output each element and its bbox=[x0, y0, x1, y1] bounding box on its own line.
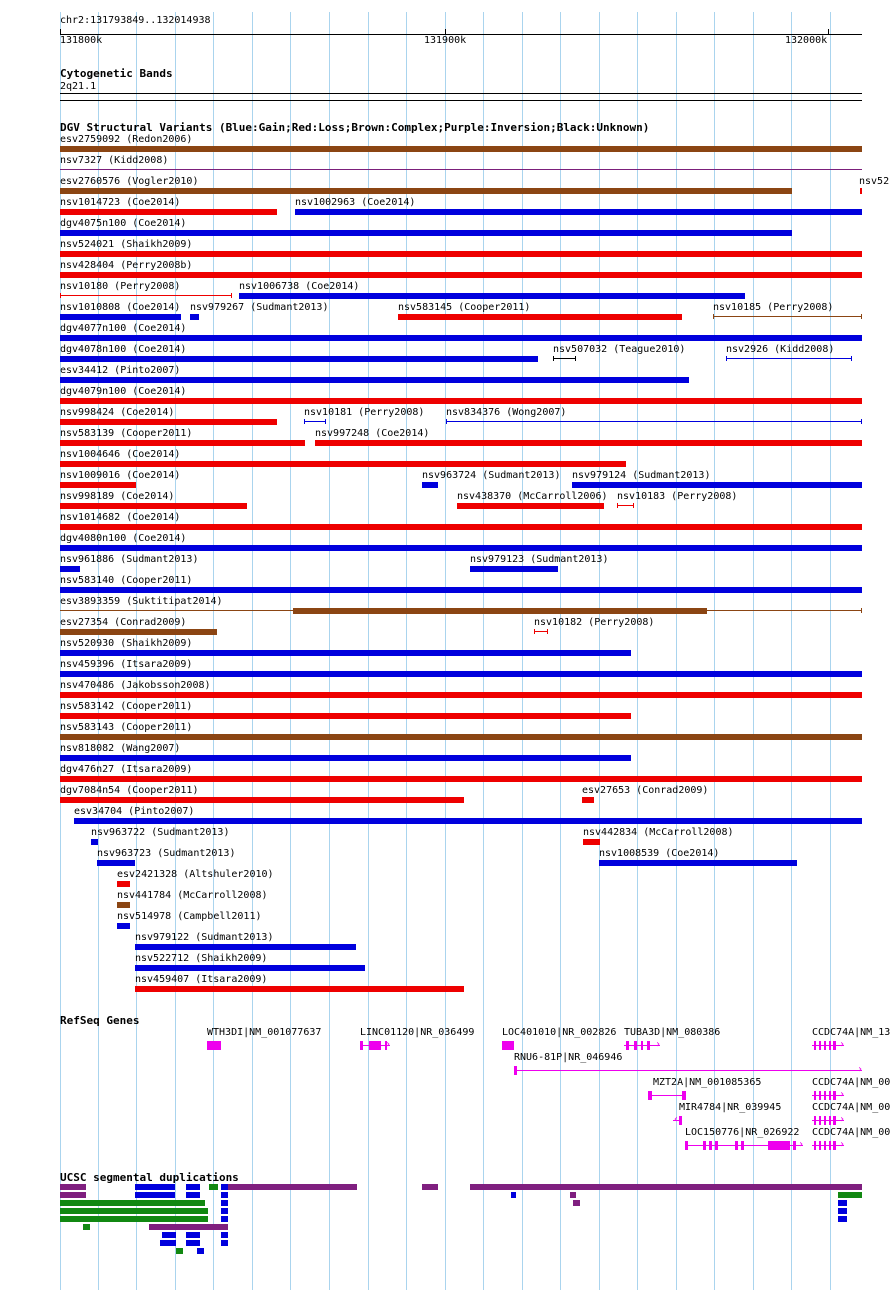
dgv-feature-label[interactable]: nsv470486 (Jakobsson2008) bbox=[60, 680, 211, 691]
refseq-exon[interactable] bbox=[793, 1141, 796, 1150]
dgv-feature-label[interactable]: nsv583139 (Cooper2011) bbox=[60, 428, 193, 439]
strand-arrow-icon: › bbox=[385, 1039, 392, 1050]
dgv-feature-label[interactable]: esv2760576 (Vogler2010) bbox=[60, 176, 199, 187]
segdup-block[interactable] bbox=[83, 1224, 90, 1230]
segdup-block[interactable] bbox=[176, 1248, 183, 1254]
dgv-feature-label[interactable]: nsv1008539 (Coe2014) bbox=[599, 848, 720, 859]
refseq-exon[interactable] bbox=[709, 1141, 712, 1150]
dgv-feature-label[interactable]: nsv520930 (Shaikh2009) bbox=[60, 638, 193, 649]
dgv-feature-bar[interactable] bbox=[60, 356, 538, 362]
dgv-feature-label[interactable]: nsv997248 (Coe2014) bbox=[315, 428, 430, 439]
dgv-feature-bar[interactable] bbox=[315, 440, 862, 446]
dgv-feature-label[interactable]: dgv4077n100 (Coe2014) bbox=[60, 323, 187, 334]
strand-arrow-icon: › bbox=[857, 1064, 864, 1075]
segdup-block[interactable] bbox=[186, 1232, 200, 1238]
dgv-feature-label[interactable]: dgv7084n54 (Cooper2011) bbox=[60, 785, 199, 796]
refseq-gene-label[interactable]: MZT2A|NM_001085365 bbox=[653, 1077, 762, 1088]
dgv-feature-label[interactable]: dgv4080n100 (Coe2014) bbox=[60, 533, 187, 544]
dgv-feature-bar[interactable] bbox=[135, 944, 356, 950]
refseq-gene-label[interactable]: CCDC74A|NM_13 bbox=[812, 1027, 890, 1038]
refseq-gene-label[interactable]: LOC150776|NR_026922 bbox=[685, 1127, 800, 1138]
dgv-feature-label[interactable]: nsv438370 (McCarroll2006) bbox=[457, 491, 608, 502]
segdup-block[interactable] bbox=[228, 1184, 357, 1190]
dgv-feature-bar[interactable] bbox=[60, 671, 862, 677]
dgv-feature-bar[interactable] bbox=[398, 314, 682, 320]
refseq-exon[interactable] bbox=[648, 1091, 652, 1100]
dgv-feature-bar[interactable] bbox=[60, 398, 862, 404]
dgv-feature-label[interactable]: nsv1014682 (Coe2014) bbox=[60, 512, 181, 523]
cytoband-label: 2q21.1 bbox=[60, 81, 97, 92]
dgv-feature-bar[interactable] bbox=[60, 335, 862, 341]
segdup-block[interactable] bbox=[135, 1184, 175, 1190]
segdup-block[interactable] bbox=[221, 1208, 228, 1214]
dgv-feature-bar[interactable] bbox=[97, 860, 135, 866]
segdup-block[interactable] bbox=[186, 1192, 200, 1198]
dgv-feature-label[interactable]: nsv441784 (McCarroll2008) bbox=[117, 890, 268, 901]
dgv-feature-bar[interactable] bbox=[74, 818, 862, 824]
dgv-feature-bar[interactable] bbox=[60, 209, 277, 215]
segdup-block[interactable] bbox=[186, 1240, 200, 1246]
dgv-feature-label[interactable]: nsv583143 (Cooper2011) bbox=[60, 722, 193, 733]
dgv-feature-label[interactable]: nsv442834 (McCarroll2008) bbox=[583, 827, 734, 838]
dgv-feature-cap bbox=[726, 356, 727, 361]
strand-arrow-icon: › bbox=[839, 1039, 846, 1050]
refseq-exon[interactable] bbox=[715, 1141, 718, 1150]
dgv-feature-bar[interactable] bbox=[457, 503, 604, 509]
dgv-feature-bar[interactable] bbox=[60, 566, 80, 572]
segdup-block[interactable] bbox=[838, 1192, 862, 1198]
dgv-feature-bar[interactable] bbox=[135, 986, 464, 992]
dgv-feature-cap bbox=[534, 629, 535, 634]
dgv-feature-bar[interactable] bbox=[91, 839, 98, 845]
dgv-feature-bar[interactable] bbox=[860, 188, 862, 194]
segdup-block[interactable] bbox=[186, 1184, 200, 1190]
dgv-feature-bar[interactable] bbox=[599, 860, 797, 866]
dgv-feature-label[interactable]: esv34704 (Pinto2007) bbox=[74, 806, 195, 817]
dgv-feature-bar[interactable] bbox=[60, 230, 792, 236]
dgv-feature-bar[interactable] bbox=[60, 419, 277, 425]
refseq-exon[interactable] bbox=[814, 1041, 816, 1050]
refseq-exon[interactable] bbox=[833, 1091, 836, 1100]
refseq-exon[interactable] bbox=[824, 1091, 826, 1100]
refseq-intron-line bbox=[514, 1070, 862, 1071]
dgv-feature-label[interactable]: nsv1006738 (Coe2014) bbox=[239, 281, 360, 292]
dgv-feature-line bbox=[617, 505, 634, 506]
dgv-feature-label[interactable]: nsv963723 (Sudmant2013) bbox=[97, 848, 236, 859]
dgv-feature-label[interactable]: nsv459396 (Itsara2009) bbox=[60, 659, 193, 670]
dgv-feature-label[interactable]: nsv998424 (Coe2014) bbox=[60, 407, 175, 418]
dgv-feature-cap bbox=[553, 356, 554, 361]
dgv-feature-label[interactable]: nsv1002963 (Coe2014) bbox=[295, 197, 416, 208]
dgv-feature-label[interactable]: nsv1014723 (Coe2014) bbox=[60, 197, 181, 208]
dgv-feature-label[interactable]: nsv2926 (Kidd2008) bbox=[726, 344, 835, 355]
dgv-feature-line bbox=[304, 421, 326, 422]
dgv-feature-label[interactable]: nsv998189 (Coe2014) bbox=[60, 491, 175, 502]
dgv-feature-cap bbox=[446, 419, 447, 424]
dgv-feature-bar[interactable] bbox=[60, 692, 862, 698]
refseq-exon[interactable] bbox=[626, 1041, 629, 1050]
refseq-exon[interactable] bbox=[514, 1066, 517, 1075]
refseq-gene-label[interactable]: MIR4784|NR_039945 bbox=[679, 1102, 782, 1113]
refseq-exon[interactable] bbox=[819, 1141, 821, 1150]
segdup-block[interactable] bbox=[162, 1232, 176, 1238]
dgv-feature-bar[interactable] bbox=[60, 587, 862, 593]
dgv-feature-bar[interactable] bbox=[60, 797, 464, 803]
dgv-feature-cap bbox=[713, 314, 714, 319]
dgv-feature-bar[interactable] bbox=[422, 482, 438, 488]
refseq-exon[interactable] bbox=[829, 1141, 831, 1150]
dgv-feature-bar[interactable] bbox=[60, 251, 862, 257]
dgv-feature-label[interactable]: nsv524021 (Shaikh2009) bbox=[60, 239, 193, 250]
segdup-block[interactable] bbox=[149, 1224, 228, 1230]
segdup-block[interactable] bbox=[838, 1208, 847, 1214]
dgv-feature-label[interactable]: nsv514978 (Campbell2011) bbox=[117, 911, 262, 922]
dgv-feature-label[interactable]: nsv979122 (Sudmant2013) bbox=[135, 932, 274, 943]
strand-arrow-icon: › bbox=[798, 1139, 805, 1150]
segdup-block[interactable] bbox=[570, 1192, 576, 1198]
strand-arrow-icon: › bbox=[655, 1039, 662, 1050]
dgv-feature-label[interactable]: esv2759092 (Redon2006) bbox=[60, 134, 193, 145]
dgv-feature-cap bbox=[575, 356, 576, 361]
refseq-intron-line bbox=[648, 1095, 686, 1096]
dgv-feature-bar[interactable] bbox=[582, 797, 594, 803]
dgv-feature-label[interactable]: nsv963722 (Sudmant2013) bbox=[91, 827, 230, 838]
refseq-exon[interactable] bbox=[814, 1141, 816, 1150]
refseq-gene-label[interactable]: RNU6-81P|NR_046946 bbox=[514, 1052, 623, 1063]
refseq-exon[interactable] bbox=[819, 1041, 821, 1050]
refseq-exon[interactable] bbox=[829, 1116, 831, 1125]
dgv-feature-bar[interactable] bbox=[60, 545, 862, 551]
refseq-gene-label[interactable]: WTH3DI|NM_001077637 bbox=[207, 1027, 322, 1038]
dgv-feature-bar[interactable] bbox=[60, 377, 689, 383]
refseq-exon[interactable] bbox=[824, 1041, 826, 1050]
strand-arrow-icon: › bbox=[839, 1114, 846, 1125]
dgv-feature-label[interactable]: nsv583145 (Cooper2011) bbox=[398, 302, 531, 313]
dgv-feature-bar[interactable] bbox=[60, 146, 862, 152]
dgv-feature-label[interactable]: nsv10182 (Perry2008) bbox=[534, 617, 655, 628]
refseq-exon[interactable] bbox=[360, 1041, 363, 1050]
dgv-feature-bar[interactable] bbox=[60, 776, 862, 782]
dgv-feature-label[interactable]: nsv963724 (Sudmant2013) bbox=[422, 470, 561, 481]
dgv-feature-label[interactable]: esv3893359 (Suktitipat2014) bbox=[60, 596, 223, 607]
segdup-block[interactable] bbox=[60, 1184, 86, 1190]
dgv-feature-bar[interactable] bbox=[239, 293, 745, 299]
dgv-feature-cap bbox=[231, 293, 232, 298]
refseq-exon[interactable] bbox=[829, 1041, 831, 1050]
dgv-feature-bar[interactable] bbox=[60, 629, 217, 635]
refseq-exon[interactable] bbox=[819, 1116, 821, 1125]
dgv-feature-cap bbox=[633, 503, 634, 508]
dgv-feature-bar[interactable] bbox=[470, 566, 558, 572]
refseq-exon[interactable] bbox=[833, 1116, 836, 1125]
dgv-feature-cap bbox=[617, 503, 618, 508]
dgv-feature-label[interactable]: nsv10180 (Perry2008) bbox=[60, 281, 181, 292]
dgv-feature-label[interactable]: nsv818082 (Wang2007) bbox=[60, 743, 181, 754]
dgv-feature-bar bbox=[293, 608, 707, 614]
dgv-feature-bar[interactable] bbox=[117, 881, 130, 887]
refseq-exon[interactable] bbox=[819, 1091, 821, 1100]
dgv-feature-cap bbox=[861, 314, 862, 319]
refseq-exon[interactable] bbox=[703, 1141, 706, 1150]
dgv-feature-bar[interactable] bbox=[60, 650, 631, 656]
refseq-gene-label[interactable]: LOC401010|NR_002826 bbox=[502, 1027, 617, 1038]
refseq-gene-label[interactable]: CCDC74A|NM_00 bbox=[812, 1077, 890, 1088]
dgv-feature-bar[interactable] bbox=[572, 482, 862, 488]
refseq-exon[interactable] bbox=[502, 1041, 514, 1050]
dgv-feature-line bbox=[60, 295, 232, 296]
dgv-feature-line bbox=[553, 358, 576, 359]
segdup-block[interactable] bbox=[197, 1248, 204, 1254]
segdup-block[interactable] bbox=[221, 1232, 228, 1238]
dgv-feature-label[interactable]: nsv459407 (Itsara2009) bbox=[135, 974, 268, 985]
dgv-feature-label[interactable]: nsv1010808 (Coe2014) bbox=[60, 302, 181, 313]
dgv-feature-label[interactable]: nsv583140 (Cooper2011) bbox=[60, 575, 193, 586]
dgv-feature-bar[interactable] bbox=[117, 902, 130, 908]
dgv-feature-label[interactable]: nsv979124 (Sudmant2013) bbox=[572, 470, 711, 481]
position-label: chr2:131793849..132014938 bbox=[60, 15, 211, 26]
dgv-feature-label[interactable]: nsv10181 (Perry2008) bbox=[304, 407, 425, 418]
dgv-feature-bar[interactable] bbox=[60, 314, 181, 320]
dgv-feature-cap bbox=[304, 419, 305, 424]
segdup-block[interactable] bbox=[422, 1184, 438, 1190]
dgv-feature-label[interactable]: nsv7327 (Kidd2008) bbox=[60, 155, 169, 166]
strand-arrow-icon: ‹ bbox=[673, 1114, 680, 1125]
refseq-exon[interactable] bbox=[641, 1041, 643, 1050]
dgv-feature-label[interactable]: nsv961886 (Sudmant2013) bbox=[60, 554, 199, 565]
refseq-gene-label[interactable]: CCDC74A|NM_00 bbox=[812, 1127, 890, 1138]
dgv-feature-label[interactable]: nsv1009016 (Coe2014) bbox=[60, 470, 181, 481]
refseq-exon[interactable] bbox=[833, 1141, 836, 1150]
segdup-block[interactable] bbox=[60, 1208, 208, 1214]
refseq-gene-label[interactable]: LINC01120|NR_036499 bbox=[360, 1027, 475, 1038]
dgv-feature-label[interactable]: nsv583142 (Cooper2011) bbox=[60, 701, 193, 712]
ruler-label-131900k: 131900k bbox=[424, 35, 467, 46]
dgv-feature-line bbox=[726, 358, 852, 359]
dgv-feature-label[interactable]: esv34412 (Pinto2007) bbox=[60, 365, 181, 376]
cytoband-ideogram-top bbox=[60, 93, 862, 94]
dgv-feature-label[interactable]: nsv507032 (Teague2010) bbox=[553, 344, 686, 355]
cytobands-track-title[interactable]: Cytogenetic Bands bbox=[60, 67, 173, 80]
dgv-feature-label[interactable]: nsv10185 (Perry2008) bbox=[713, 302, 834, 313]
segdup-block[interactable] bbox=[135, 1192, 175, 1198]
refseq-exon[interactable] bbox=[647, 1041, 650, 1050]
segdup-block[interactable] bbox=[221, 1216, 228, 1222]
dgv-feature-label[interactable]: nsv834376 (Wong2007) bbox=[446, 407, 567, 418]
dgv-feature-label[interactable]: nsv979123 (Sudmant2013) bbox=[470, 554, 609, 565]
refseq-exon[interactable] bbox=[679, 1116, 682, 1125]
dgv-feature-cap bbox=[861, 419, 862, 424]
segdup-block[interactable] bbox=[160, 1240, 176, 1246]
dgv-feature-label[interactable]: esv2421328 (Altshuler2010) bbox=[117, 869, 274, 880]
dgv-feature-cap bbox=[547, 629, 548, 634]
dgv-feature-cap bbox=[60, 293, 61, 298]
refseq-exon[interactable] bbox=[369, 1041, 381, 1050]
dgv-feature-cap bbox=[861, 608, 862, 613]
strand-arrow-icon: › bbox=[839, 1139, 846, 1150]
dgv-feature-bar[interactable] bbox=[60, 734, 862, 740]
segdup-block[interactable] bbox=[221, 1240, 228, 1246]
dgv-feature-line bbox=[534, 631, 548, 632]
refseq-exon[interactable] bbox=[814, 1116, 816, 1125]
ruler-label-131800k: 131800k bbox=[60, 35, 103, 46]
refseq-track-title[interactable]: RefSeq Genes bbox=[60, 1014, 140, 1027]
strand-arrow-icon: › bbox=[839, 1089, 846, 1100]
dgv-feature-bar[interactable] bbox=[60, 755, 631, 761]
dgv-feature-label[interactable]: dgv476n27 (Itsara2009) bbox=[60, 764, 193, 775]
segdup-block[interactable] bbox=[470, 1184, 862, 1190]
segdup-block[interactable] bbox=[221, 1184, 228, 1190]
refseq-exon[interactable] bbox=[833, 1041, 836, 1050]
dgv-feature-line bbox=[60, 169, 862, 170]
dgv-feature-bar[interactable] bbox=[583, 839, 600, 845]
ruler-label-132000k: 132000k bbox=[785, 35, 828, 46]
dgv-feature-label[interactable]: nsv10183 (Perry2008) bbox=[617, 491, 738, 502]
refseq-exon[interactable] bbox=[735, 1141, 738, 1150]
dgv-feature-bar[interactable] bbox=[60, 503, 247, 509]
dgv-feature-bar[interactable] bbox=[135, 965, 365, 971]
dgv-feature-label[interactable]: nsv522712 (Shaikh2009) bbox=[135, 953, 268, 964]
dgv-feature-label[interactable]: esv27653 (Conrad2009) bbox=[582, 785, 709, 796]
refseq-gene-label[interactable]: TUBA3D|NM_080386 bbox=[624, 1027, 721, 1038]
segdup-block[interactable] bbox=[209, 1184, 218, 1190]
refseq-exon[interactable] bbox=[824, 1116, 826, 1125]
dgv-feature-bar[interactable] bbox=[60, 482, 136, 488]
cytoband-ideogram-bottom bbox=[60, 100, 862, 101]
refseq-exon[interactable] bbox=[824, 1141, 826, 1150]
dgv-feature-bar[interactable] bbox=[117, 923, 130, 929]
refseq-exon[interactable] bbox=[682, 1091, 686, 1100]
dgv-feature-line bbox=[713, 316, 862, 317]
segdup-block[interactable] bbox=[511, 1192, 516, 1198]
dgv-feature-bar[interactable] bbox=[60, 272, 862, 278]
refseq-exon[interactable] bbox=[634, 1041, 637, 1050]
dgv-feature-label[interactable]: esv27354 (Conrad2009) bbox=[60, 617, 187, 628]
dgv-feature-label[interactable]: dgv4079n100 (Coe2014) bbox=[60, 386, 187, 397]
dgv-feature-label[interactable]: dgv4075n100 (Coe2014) bbox=[60, 218, 187, 229]
segdup-block[interactable] bbox=[60, 1200, 205, 1206]
segdup-block[interactable] bbox=[838, 1200, 847, 1206]
dgv-feature-label[interactable]: nsv1004646 (Coe2014) bbox=[60, 449, 181, 460]
dgv-feature-label[interactable]: dgv4078n100 (Coe2014) bbox=[60, 344, 187, 355]
segdup-block[interactable] bbox=[60, 1216, 208, 1222]
dgv-feature-cap bbox=[851, 356, 852, 361]
dgv-feature-bar[interactable] bbox=[60, 713, 631, 719]
segdup-block[interactable] bbox=[573, 1200, 580, 1206]
dgv-feature-bar[interactable] bbox=[190, 314, 199, 320]
refseq-exon[interactable] bbox=[829, 1091, 831, 1100]
dgv-feature-label[interactable]: nsv52 bbox=[859, 176, 890, 187]
dgv-feature-bar[interactable] bbox=[295, 209, 862, 215]
segdup-block[interactable] bbox=[838, 1216, 847, 1222]
dgv-feature-bar[interactable] bbox=[60, 440, 305, 446]
dgv-feature-bar[interactable] bbox=[60, 461, 626, 467]
dgv-feature-label[interactable]: nsv428404 (Perry2008b) bbox=[60, 260, 193, 271]
dgv-feature-cap bbox=[325, 419, 326, 424]
refseq-exon[interactable] bbox=[207, 1041, 221, 1050]
refseq-gene-label[interactable]: CCDC74A|NM_00 bbox=[812, 1102, 890, 1113]
dgv-track-title[interactable]: DGV Structural Variants (Blue:Gain;Red:Loss;Brown:Complex;Purple:Inversion;Black:Unknown) bbox=[60, 121, 650, 134]
segdup-block[interactable] bbox=[60, 1192, 86, 1198]
dgv-feature-line bbox=[446, 421, 862, 422]
refseq-exon[interactable] bbox=[768, 1141, 790, 1150]
dgv-feature-bar[interactable] bbox=[60, 524, 862, 530]
ruler-tick bbox=[828, 29, 829, 35]
refseq-exon[interactable] bbox=[741, 1141, 744, 1150]
dgv-feature-label[interactable]: nsv979267 (Sudmant2013) bbox=[190, 302, 329, 313]
refseq-exon[interactable] bbox=[814, 1091, 816, 1100]
segdup-block[interactable] bbox=[221, 1192, 228, 1198]
segdup-track-title[interactable]: UCSC segmental duplications bbox=[60, 1171, 239, 1184]
segdup-block[interactable] bbox=[221, 1200, 228, 1206]
dgv-feature-bar[interactable] bbox=[60, 188, 792, 194]
refseq-exon[interactable] bbox=[685, 1141, 688, 1150]
